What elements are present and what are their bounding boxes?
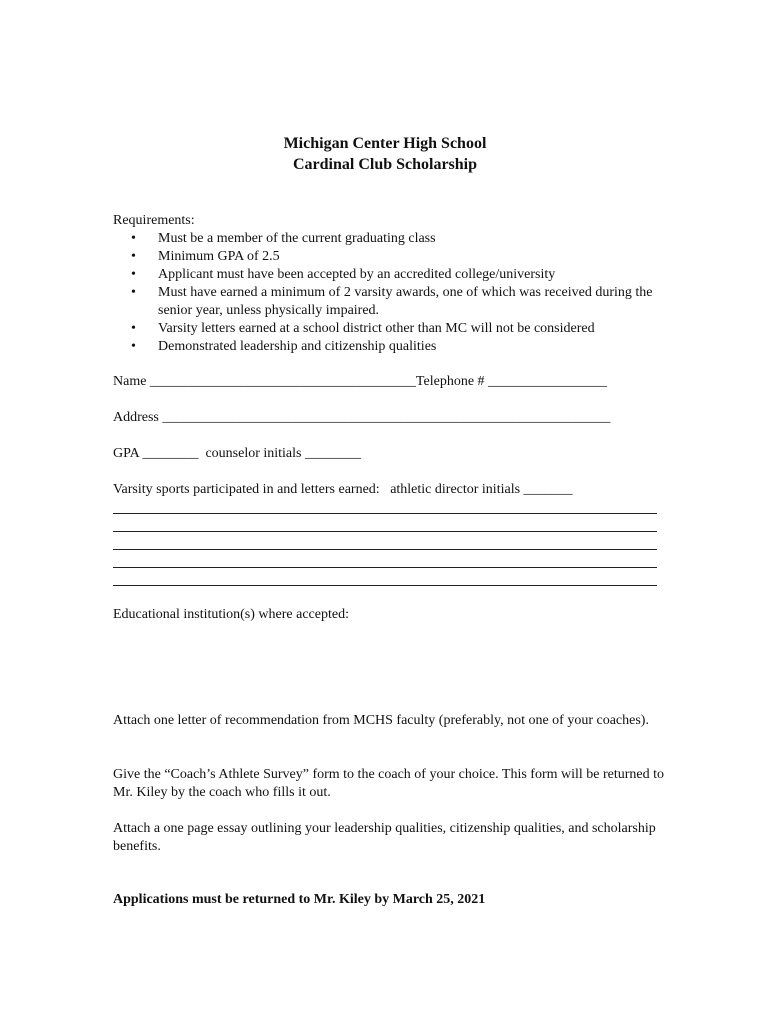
bullet-icon: • xyxy=(131,321,136,336)
varsity-entry-line[interactable] xyxy=(113,531,657,532)
essay-instruction: Attach a one page essay outlining your leadership qualities, citizenship qualities, and scholarship benefits. xyxy=(113,821,656,854)
requirement-text: Applicant must have been accepted by an accredited college/university xyxy=(158,267,556,282)
varsity-entry-line[interactable] xyxy=(113,513,657,514)
bullet-icon: • xyxy=(131,285,136,300)
varsity-sports-field[interactable]: Varsity sports participated in and letters earned: athletic director initials _______ xyxy=(113,482,573,497)
requirement-text: Must have earned a minimum of 2 varsity awards, one of which was received during the senior year, unless physically impaired. xyxy=(158,285,653,318)
requirement-text: Must be a member of the current graduating class xyxy=(158,231,436,246)
recommendation-instruction: Attach one letter of recommendation from MCHS faculty (preferably, not one of your coaches). xyxy=(113,713,649,728)
bullet-icon: • xyxy=(131,267,136,282)
gpa-counselor-field[interactable]: GPA ________ counselor initials ________ xyxy=(113,446,361,461)
bullet-icon: • xyxy=(131,249,136,264)
address-field[interactable]: Address ________________________________________________________________ xyxy=(113,410,611,425)
bullet-icon: • xyxy=(131,231,136,246)
list-item xyxy=(113,248,673,266)
scholarship-title: Cardinal Club Scholarship xyxy=(292,156,478,173)
deadline-notice: Applications must be returned to Mr. Kiley by March 25, 2021 xyxy=(113,892,486,907)
requirement-text: Varsity letters earned at a school district other than MC will not be considered xyxy=(158,321,595,336)
varsity-entry-line[interactable] xyxy=(113,549,657,550)
requirements-heading: Requirements: xyxy=(113,213,195,228)
varsity-entry-line[interactable] xyxy=(113,567,657,568)
institutions-label: Educational institution(s) where accepted: xyxy=(113,607,349,622)
survey-instruction: Give the “Coach’s Athlete Survey” form to the coach of your choice. This form will be returned to Mr. Kiley by the coach who fills it out. xyxy=(113,767,665,800)
name-telephone-field[interactable]: Name ______________________________________Telephone # _________________ xyxy=(113,374,608,389)
list-item xyxy=(113,266,673,284)
requirement-text: Demonstrated leadership and citizenship qualities xyxy=(158,339,437,354)
list-item xyxy=(113,320,673,338)
school-name-heading: Michigan Center High School xyxy=(283,135,487,152)
requirements-list xyxy=(113,230,673,356)
bullet-icon: • xyxy=(131,339,136,354)
list-item xyxy=(113,284,673,320)
list-item xyxy=(113,230,673,248)
varsity-entry-line[interactable] xyxy=(113,585,657,586)
list-item xyxy=(113,338,673,356)
requirement-text: Minimum GPA of 2.5 xyxy=(158,249,280,264)
